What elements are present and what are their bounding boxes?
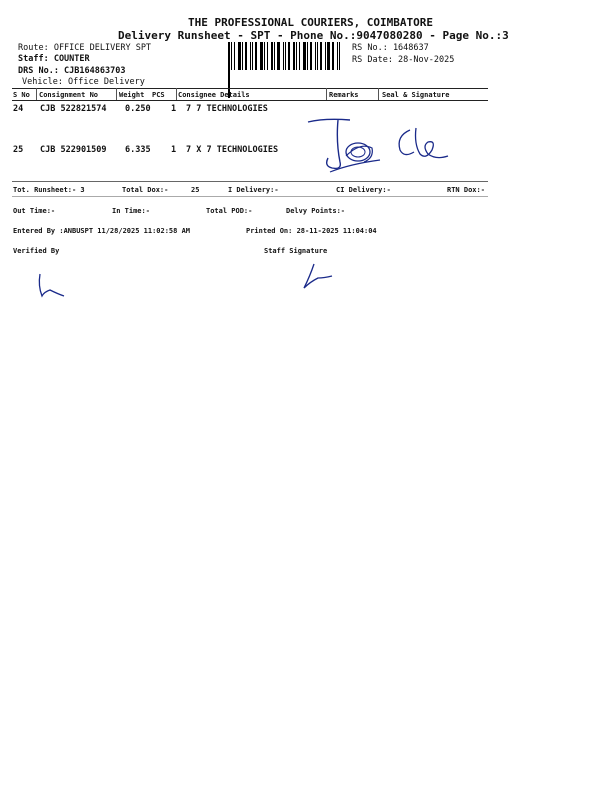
row-consignee: 7 7 TECHNOLOGIES [186,104,268,114]
vehicle-label: Vehicle: Office Delivery [22,77,145,87]
total-pod-label: Total POD:- [206,207,253,215]
column-header-weight: Weight [119,91,145,99]
out-time-label: Out Time:- [13,207,56,215]
company-name: THE PROFESSIONAL COURIERS, COIMBATORE [188,16,434,29]
column-header-consignment: Consignment No [39,91,99,99]
barcode [228,42,346,70]
staff-signature-label: Staff Signature [264,247,328,255]
staff-label: Staff: COUNTER [18,54,90,64]
rtn-dox-label: RTN Dox:- [447,186,485,194]
total-dox-value: 25 [191,186,200,194]
row-consignment: CJB 522901509 [40,145,107,155]
route-label: Route: OFFICE DELIVERY SPT [18,43,152,53]
row-consignee: 7 X 7 TECHNOLOGIES [186,145,279,155]
row-weight: 0.250 [125,104,151,114]
ci-delivery-label: CI Delivery:- [336,186,391,194]
verified-by-label: Verified By [13,247,60,255]
handwritten-signature [392,122,452,164]
in-time-label: In Time:- [112,207,150,215]
delvy-points-label: Delvy Points:- [286,207,346,215]
rs-number: RS No.: 1648637 [352,43,429,53]
drs-number: DRS No.: CJB164863703 [18,66,126,76]
column-divider [378,88,379,100]
column-divider [36,88,37,100]
row-pcs: 1 [171,145,177,155]
column-header-seal: Seal & Signature [382,91,450,99]
column-header-sno: S No [13,91,30,99]
i-delivery-label: I Delivery:- [228,186,279,194]
total-dox-label: Total Dox:- [122,186,169,194]
row-consignment: CJB 522821574 [40,104,107,114]
column-divider [326,88,327,100]
tot-runsheet: Tot. Runsheet:- 3 [13,186,85,194]
summary-divider [12,196,488,197]
column-header-remarks: Remarks [329,91,359,99]
row-sno: 25 [13,145,24,155]
verified-signature [30,270,70,300]
entered-by: Entered By :ANBUSPT 11/28/2025 11:02:58 AM [13,227,191,235]
handwritten-signature [300,112,390,174]
rs-date: RS Date: 28-Nov-2025 [352,55,455,65]
row-weight: 6.335 [125,145,151,155]
table-header-border [12,100,488,101]
column-divider [116,88,117,100]
row-pcs: 1 [171,104,177,114]
column-divider [176,88,177,100]
runsheet-title: Delivery Runsheet - SPT - Phone No.:9047080280 - Page No.:3 [118,29,509,42]
column-header-consignee: Consignee Details [178,91,250,99]
column-header-pcs: PCS [152,91,165,99]
table-bottom-border [12,181,488,182]
table-top-border [12,88,488,89]
staff-signature [296,262,336,292]
row-sno: 24 [13,104,24,114]
printed-on: Printed On: 28-11-2025 11:04:04 [246,227,377,235]
